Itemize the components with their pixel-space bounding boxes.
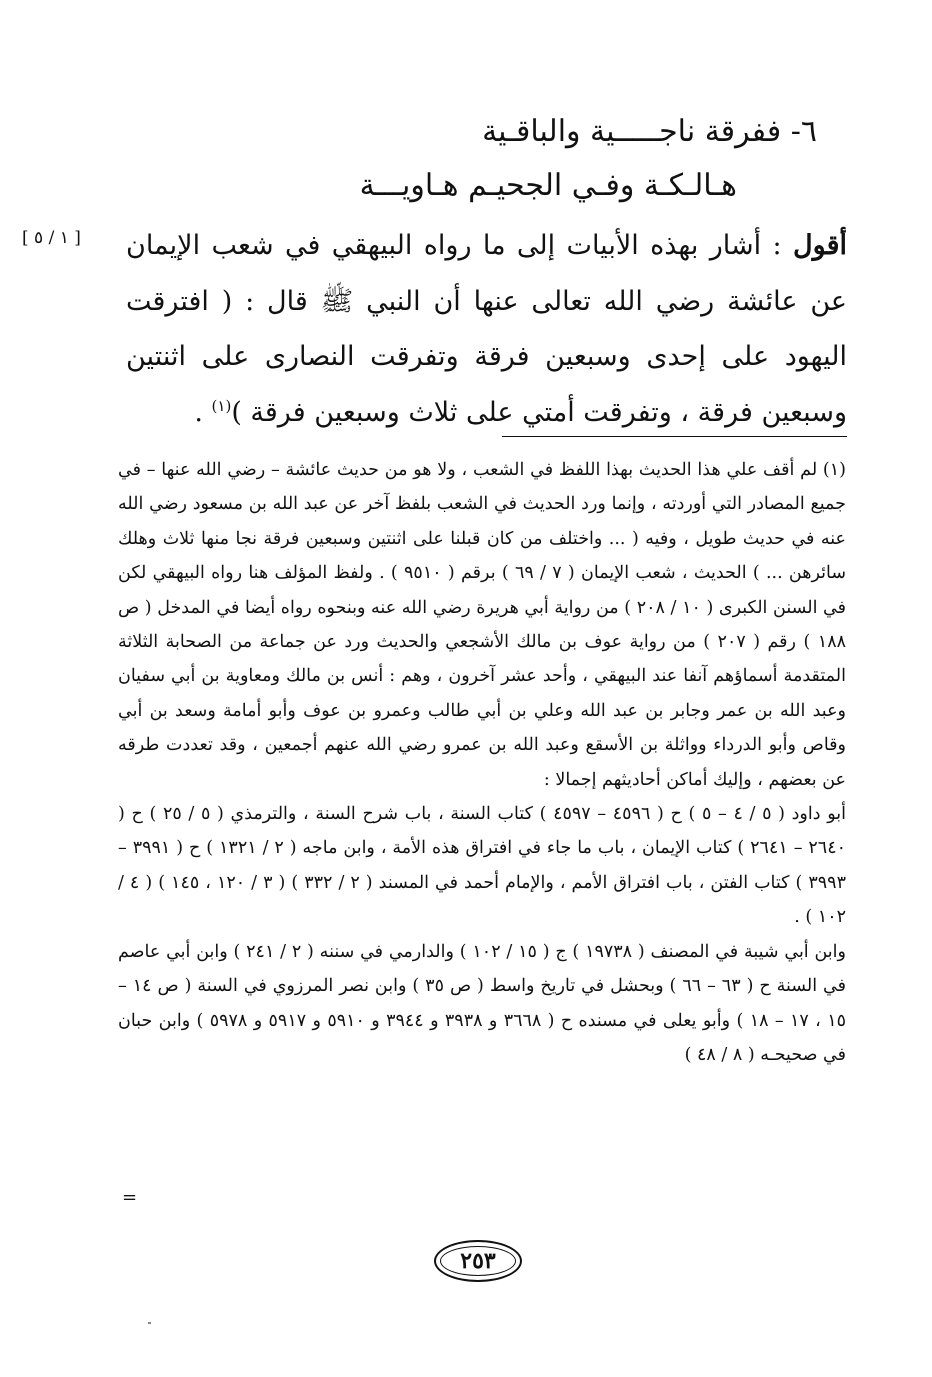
page-number: ٢٥٣ <box>460 1248 496 1274</box>
margin-reference: [ ١ / ٥ ] <box>22 228 81 248</box>
footnote-separator <box>502 436 847 437</box>
lead-word: أقول <box>793 230 847 261</box>
main-paragraph <box>126 218 847 440</box>
page-number-frame <box>434 1240 522 1282</box>
scan-speck <box>148 1322 151 1324</box>
footnote-paragraph-3: وابن أبي شيبة في المصنف ( ١٩٧٣٨ ) ج ( ١٥ / ١٠٢ ) والدارمي في سننه ( ٢ / ٢٤١ ) وابن أبي عاصم في السنة ح ( ٦٣ – ٦٦ ) وبحشل في تاريخ واسط ( ص ٣٥ ) وابن نصر المرزوي في السنة ( ص ١٤ – ١٥ ، ١٧ – ١٨ ) وأبو يعلى في مسنده ح ( ٣٦٦٨ و ٣٩٣٨ و ٣٩٤٤ و ٥٩١٠ و ٥٩١٧ و ٥٩٧٨ ) وابن حبان في صحيحـه ( ٨ / ٤٨ ) <box>118 941 846 1065</box>
footnote-paragraph-1: (١) لم أقف علي هذا الحديث بهذا اللفظ في الشعب ، ولا هو من حديث عائشة – رضي الله عنها – في جميع المصادر التي أوردته ، وإنما ورد الحديث في الشعب بلفظ آخر عن عبد الله بن مسعود رضي الله عنه في حديث طويل ، وفيه ( ... واختلف من كان قبلنا على اثنتين وسبعين فرقة نجا منها ثلاث وهلك سائرهن ... ) الحديث ، شعب الإيمان ( ٧ / ٦٩ ) برقم ( ٩٥١٠ ) . ولفظ المؤلف هنا رواه البيهقي لكن في السنن الكبرى ( ١٠ / ٢٠٨ ) من رواية أبي هريرة رضي الله عنه وبنحوه رواه أيضا في المدخل ( ص ١٨٨ ) رقم ( ٢٠٧ ) من رواية عوف بن مالك الأشجعي والحديث ورد عن جماعة من الصحابة الثلاثة المتقدمة أسماؤهم آنفا عند البيهقي ، وأحد عشر آخرون ، وهم : أنس بن مالك ومعاوية بن أبي سفيان وعبد الله بن عمر وجابر بن عبد الله وعلي بن أبي طالب وعمرو بن عوف وأبو أمامة وسعد بن أبي وقاص وأبو الدرداء وواثلة بن الأسقع وعبد الله بن عمرو رضي الله عنهم أجمعين ، وقد تعددت طرقه عن بعضهم ، وإليك أماكن أحاديثهم إجمالا : <box>118 460 846 790</box>
poem-verse-1: ٦- ففرقة ناجـــــية والباقـية <box>482 114 817 149</box>
footnote-paragraph-2: أبو داود ( ٥ / ٤ – ٥ ) ح ( ٤٥٩٦ – ٤٥٩٧ ) كتاب السنة ، باب شرح السنة ، والترمذي ( ٥ / ٢٥ ) ح ( ٢٦٤٠ – ٢٦٤١ ) كتاب الإيمان ، باب ما جاء في افتراق هذه الأمة ، وابن ماجه ( ٢ / ١٣٢١ ) ح ( ٣٩٩١ – ٣٩٩٣ ) كتاب الفتن ، باب افتراق الأمم ، والإمام أحمد في المسند ( ٢ / ٣٣٢ ) ( ٣ / ١٢٠ ، ١٤٥ ) ( ٤ / ١٠٢ ) . <box>118 804 846 928</box>
main-body-text: : أشار بهذه الأبيات إلى ما رواه البيهقي في شعب الإيمان عن عائشة رضي الله تعالى عنها أن النبي ﷺ قال : ( افترقت اليهود على إحدى وسبعين فرقة وتفرقت النصارى على اثنتين وسبعين فرقة ، وتفرقت أمتي على ثلاث وسبعين فرقة ) <box>126 230 847 428</box>
continuation-mark: = <box>122 1187 138 1208</box>
footnote-block <box>118 453 846 1072</box>
main-end-punct: . <box>194 396 212 428</box>
poem-verse-2: هـالـكـة وفـي الجحيـم هـاويـــة <box>359 168 737 203</box>
footnote-marker: (١) <box>211 396 232 415</box>
